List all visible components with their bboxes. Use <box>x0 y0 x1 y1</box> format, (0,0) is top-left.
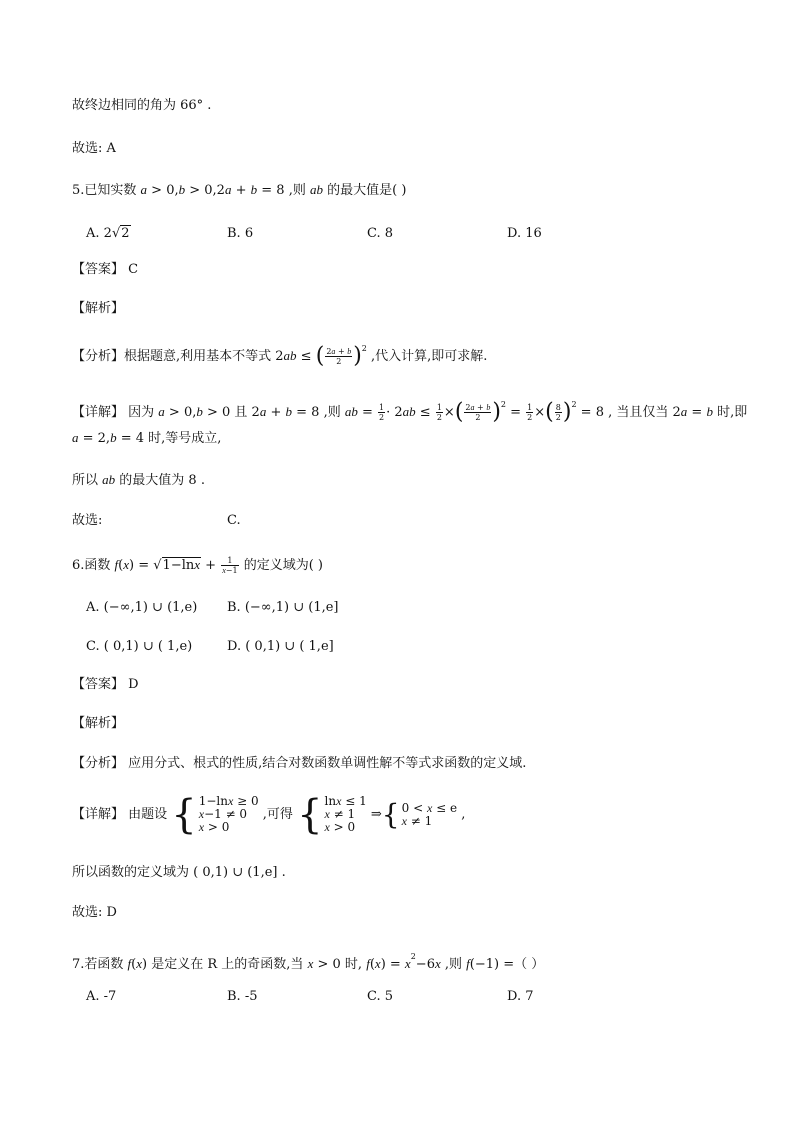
option-b: B. -5 <box>227 989 258 1004</box>
q5-detail: 【详解】 因为 a > 0,b > 0 且 2a + b = 8 ,则 ab = $\frac{1}{2}$ · 2ab ≤ $\frac{1}{2}$ ×( $\frac{2a + b}{2}$ )$^2$ = $\frac{1}{2}$ ×( $\frac{8}{2}$ )$^2$ = 8 , 当且仅当 2a = b 时,即 <box>72 399 748 425</box>
answer-label: 【答案】 D <box>72 677 139 692</box>
answer-label: 【答案】 C <box>72 262 139 277</box>
q6-conclusion: 所以函数的定义域为 ( 0,1) ∪ (1,e] . <box>72 865 286 880</box>
question-6-title: 6.函数 f(x) = √1−lnx + $\frac{1}{x-1}$ 的定义域为( ) <box>72 556 323 575</box>
option-a: A. 2√2 <box>86 226 130 241</box>
option-c: C. ( 0,1) ∪ ( 1,e) <box>86 639 193 654</box>
question-5-title: 5.已知实数 a > 0,b > 0,2a + b = 8 ,则 ab 的最大值是( ) <box>72 182 407 198</box>
q5-conclusion: 所以 ab 的最大值为 8 . <box>72 472 205 488</box>
option-c: C. 8 <box>367 226 394 241</box>
option-b: B. 6 <box>227 226 254 241</box>
q6-analysis: 【分析】 应用分式、根式的性质,结合对数函数单调性解不等式求函数的定义域. <box>72 756 527 771</box>
q5-analysis: 【分析】根据题意,利用基本不等式 2ab ≤ ( $\frac{2a + b}{2}$ )$^2$ ,代入计算,即可求解. <box>72 343 488 369</box>
question-7-title: 7.若函数 f(x) 是定义在 R 上的奇函数,当 x > 0 时, $f(x) = x^2-6x$ ,则 f(−1) =（ ） <box>72 952 545 972</box>
option-b: B. (−∞,1) ∪ (1,e] <box>227 600 339 615</box>
q5-choose-answer: C. <box>227 513 241 528</box>
text-line: 故选: A <box>72 141 116 156</box>
analysis-label: 【解析】 <box>72 301 125 316</box>
option-d: D. ( 0,1) ∪ ( 1,e] <box>227 639 334 654</box>
q5-detail-cont: a = 2,b = 4 时,等号成立, <box>72 430 222 446</box>
q6-detail: 【详解】 由题设 { 1−lnx ≥ 0 x−1 ≠ 0 x > 0 ,可得 { lnx ≤ 1 x ≠ 1 x > 0 ⇒{ 0 < x ≤ e x ≠ 1 , <box>72 791 466 838</box>
analysis-label: 【解析】 <box>72 716 125 731</box>
q6-choose: 故选: D <box>72 905 117 920</box>
option-a: A. (−∞,1) ∪ (1,e) <box>86 600 198 615</box>
text-line: 故终边相同的角为 66° . <box>72 98 212 113</box>
option-c: C. 5 <box>367 989 394 1004</box>
q5-choose: 故选: <box>72 513 103 528</box>
option-d: D. 16 <box>507 226 542 241</box>
option-a: A. -7 <box>86 989 117 1004</box>
option-d: D. 7 <box>507 989 534 1004</box>
